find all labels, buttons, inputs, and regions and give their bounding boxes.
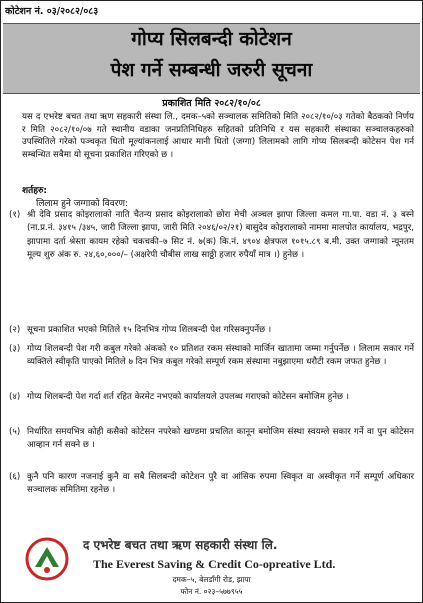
condition-text: गोप्य शिलबन्दी पेश गर्दा शर्त रहित केरमेट नभएको कार्यालयले उपलब्ध गराएको कोटेसन बमोजिम हुनेछ । xyxy=(27,392,349,402)
condition-number: (५) xyxy=(9,427,21,437)
condition-text: सूचना प्रकाशित भएको मितिले १५ दिनभित्र गोप्य शिलबन्दी पेश गरिसक्नुपर्नेछ । xyxy=(27,325,272,335)
condition-number: (२) xyxy=(9,325,21,335)
condition-6 xyxy=(9,471,414,498)
condition-3 xyxy=(9,343,414,370)
organization-name-english: The Everest Saving & Credit Co-opreative Ltd. xyxy=(93,557,336,571)
organization-address: दमक–५, बेलडाँगी रोड, झापा xyxy=(172,575,251,584)
land-details-heading: लिलाम हुने जग्गाको विवरण: xyxy=(36,199,129,209)
condition-2 xyxy=(9,324,414,337)
condition-number: (१) xyxy=(9,210,21,220)
condition-text: कुनै पनि कारण नजनाई कुनै वा सबै सिलबन्दी कोटेशन पुरै वा आंसिक रुपमा स्विकृत वा अस्वीकृत गर्ने सम्पूर्ण अधिकार सञ्चालक समितिमा रहनेछ । xyxy=(27,472,414,496)
condition-text: निर्धारित समयभित्र कोही कसैको कोटेसन नपरेको खण्डमा प्रचलित कानून बमोजिम संस्था स्वयम्ले सकार गर्ने वा पुन कोटेसन आव्हान गर्न सक्ने छ । xyxy=(27,427,414,451)
terms-heading: शर्तहरु: xyxy=(22,186,48,196)
organization-name-nepali: द एभरेष्ट बचत तथा ऋण सहकारी संस्था लि. xyxy=(83,538,278,552)
title-line-1: गोप्य सिलबन्दी कोटेशन xyxy=(131,28,292,50)
condition-number: (४) xyxy=(9,392,21,402)
condition-number: (३) xyxy=(9,344,21,354)
intro-paragraph: यस द एभरेष्ट बचत तथा ऋण सहकारी संस्था लि., दमक–५को सञ्चालक समितिको मिति २०८२/१०/०३ गतेको बैठकको निर्णय र मिति २०८२/१०/०७ गते स्थानीय वडाका जनप्रतिनिधिहरु सहितको प्रतिनिधि र यस सहकारी संस्थाका सञ्चालकहरुको उपस्थितिले गरेको पञ्चकृत धितो मूल्यांकनलाई आधार मानी धितो (जग्गा) लिलामको लागि गोप्य सिलबन्दी कोटेसन पेश गर्न सम्बन्धित सबैमा यो सूचना प्रकाशित गरिएको छ । xyxy=(22,112,414,160)
condition-text: श्री देवि प्रसाद कोइरालाको नाति चैतन्य प्रसाद कोइरालाको छोरा मेची अञ्चल झापा जिल्ला कमल गा.पा. वडा नं. ३ बस्ने (ना.प्र.नं. ३४१५ /३४५, जारी जिल्ला झापा, जारी मिति २०४६/०२/२१) बासुदेव कोइरालाको नाममा मालपोत कार्यालय, भद्रपुर, झापामा दर्ता श्रेस्ता कायम रहेको चकचकी–७ सिट नं. ७(क) कि.नं. ४९०४ क्षेत्रफल १०१५.८९ ब.मी. उक्त जग्गाको न्यूनतम मूल्य शुरु अंक रु. २४,६०,०००/– (अक्षरेपी चौबीस लाख साठ्ठी हजार रुपैयाँ मात्र ।) हुनेछ । xyxy=(27,210,414,261)
condition-5 xyxy=(9,426,414,453)
published-date: प्रकाशित मिति २०८२/१०/०८ xyxy=(162,98,261,109)
condition-4 xyxy=(9,391,414,404)
quotation-reference: कोटेशन नं. ०३/२०८२/०८३ xyxy=(5,6,99,17)
condition-number: (६) xyxy=(9,472,21,482)
title-line-2: पेश गर्ने सम्बन्धी जरुरी सूचना xyxy=(110,59,313,81)
condition-text: गोप्य शिलबन्दी पेश गरी कबुल गरेको अंकको १० प्रतिशत रकम संस्थाको मार्जिन खातामा जम्मा गर्नुपर्नेछ । लिलाम सकार गर्ने व्यक्तिले स्वीकृति पाएको मितिले ७ दिन भित्र कबुल गरेको सम्पूर्ण रकम संस्थामा नबुझाएमा धरौटी रकम जफत हुनेछ । xyxy=(27,344,414,368)
title-banner xyxy=(3,23,420,94)
condition-1 xyxy=(9,209,414,263)
organization-phone: फोन नं. ०२३–५७७९५५ xyxy=(180,587,243,596)
